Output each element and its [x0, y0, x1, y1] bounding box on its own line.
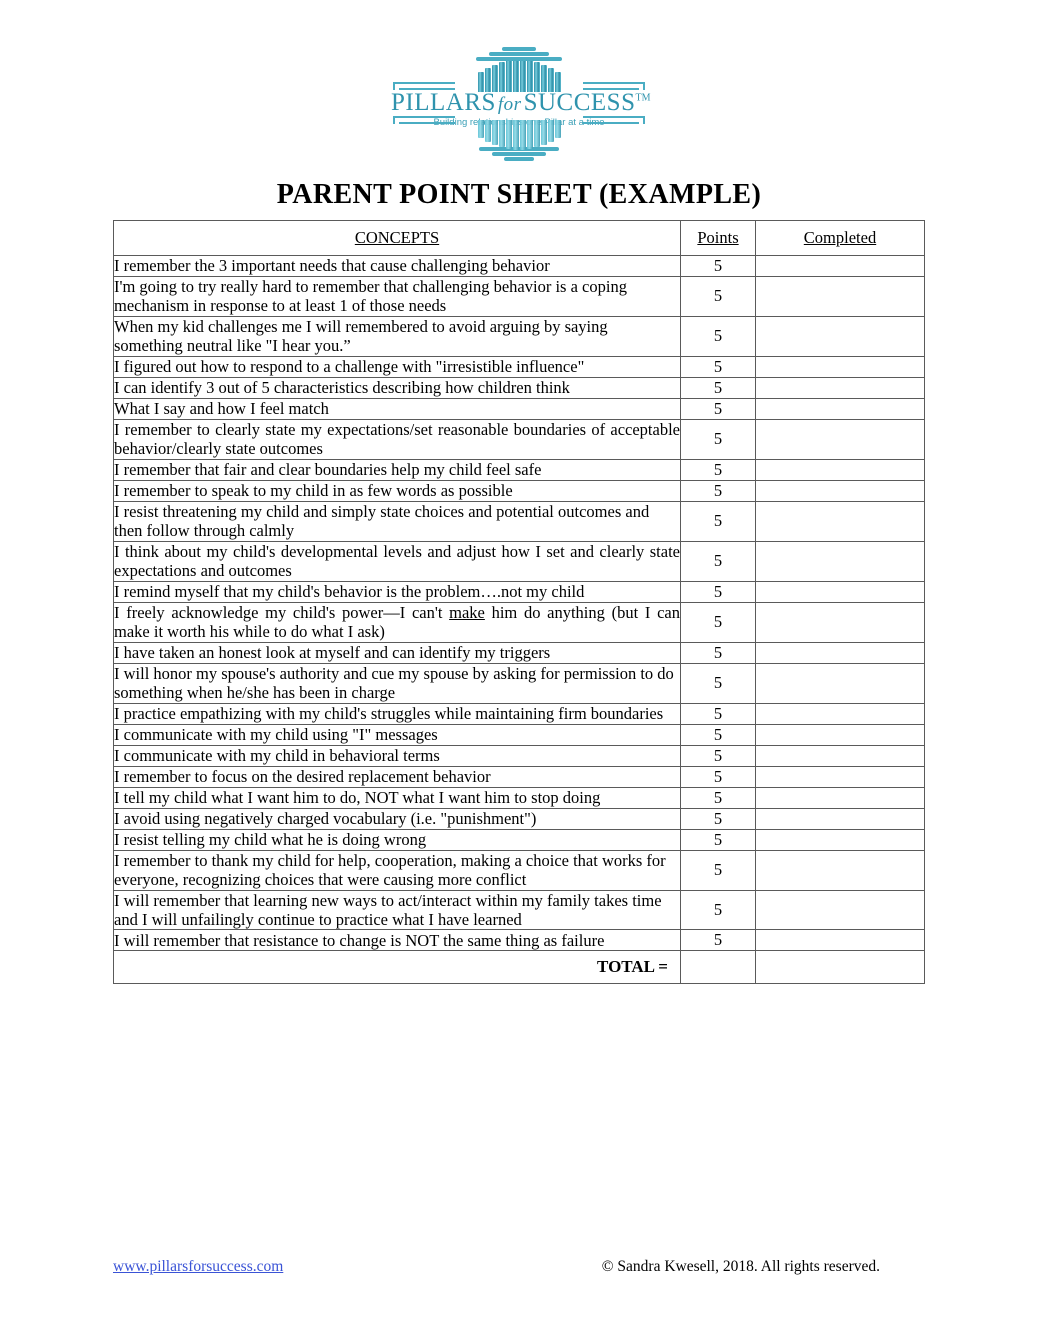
table-row [114, 724, 925, 745]
completed-checkbox-cell[interactable] [756, 930, 925, 951]
table-row [114, 850, 925, 890]
completed-checkbox-cell[interactable] [756, 663, 925, 703]
points-cell: 5 [681, 724, 756, 745]
logo-word-for: for [497, 94, 522, 115]
completed-checkbox-cell[interactable] [756, 602, 925, 642]
logo-wordmark [391, 89, 651, 117]
parent-point-sheet-table [113, 220, 925, 984]
completed-checkbox-cell[interactable] [756, 724, 925, 745]
points-cell: 5 [681, 541, 756, 581]
points-cell: 5 [681, 356, 756, 377]
points-cell: 5 [681, 766, 756, 787]
completed-checkbox-cell[interactable] [756, 377, 925, 398]
table-row [114, 766, 925, 787]
column-header-concepts: CONCEPTS [114, 221, 681, 256]
concept-cell: I will remember that learning new ways to act/interact within my family takes time and I will unfailingly continue to practice what I have learned [114, 890, 681, 930]
points-cell: 5 [681, 703, 756, 724]
logo-word-pillars: PILLARS [391, 89, 496, 116]
points-cell: 5 [681, 850, 756, 890]
concept-cell: I remember the 3 important needs that cause challenging behavior [114, 256, 681, 277]
points-cell: 5 [681, 745, 756, 766]
table-row [114, 501, 925, 541]
logo-tagline: at a [568, 117, 584, 128]
concept-cell: I remind myself that my child's behavior is the problem….not my child [114, 581, 681, 602]
total-completed-cell[interactable] [756, 951, 925, 984]
table-row [114, 745, 925, 766]
table-row [114, 829, 925, 850]
concept-cell: I resist telling my child what he is doing wrong [114, 829, 681, 850]
concept-cell: I figured out how to respond to a challenge with "irresistible influence" [114, 356, 681, 377]
website-link[interactable]: www.pillarsforsuccess.com [113, 1258, 284, 1275]
completed-checkbox-cell[interactable] [756, 581, 925, 602]
table-row [114, 459, 925, 480]
completed-checkbox-cell[interactable] [756, 501, 925, 541]
total-row [114, 951, 925, 984]
concept-cell: I'm going to try really hard to remember that challenging behavior is a coping mechanism in response to at least 1 of those needs [114, 277, 681, 317]
table-row [114, 808, 925, 829]
points-cell: 5 [681, 377, 756, 398]
total-points-cell[interactable] [681, 951, 756, 984]
table-row [114, 316, 925, 356]
table-row [114, 277, 925, 317]
concept-cell: I remember to thank my child for help, cooperation, making a choice that works for everyone, recognizing choices that were causing more conflict [114, 850, 681, 890]
table-row [114, 930, 925, 951]
completed-checkbox-cell[interactable] [756, 419, 925, 459]
concept-cell: I think about my child's developmental levels and adjust how I set and clearly state expectations and outcomes [114, 541, 680, 581]
table-header [114, 221, 925, 256]
concept-cell: When my kid challenges me I will remembered to avoid arguing by saying something neutral like "I hear you.” [114, 316, 681, 356]
column-header-points: Points [681, 221, 756, 256]
completed-checkbox-cell[interactable] [756, 277, 925, 317]
concept-cell: I freely acknowledge my child's power—I can't make him do anything (but I can make it worth his while to do what I ask) [114, 602, 680, 642]
page-title: PARENT POINT SHEET (EXAMPLE) [276, 179, 762, 210]
points-cell: 5 [681, 419, 756, 459]
logo-word-success: SUCCESS [523, 89, 636, 116]
table-row [114, 419, 925, 459]
points-cell: 5 [681, 808, 756, 829]
points-cell: 5 [681, 890, 756, 930]
table-row [114, 480, 925, 501]
table-row [114, 642, 925, 663]
table-row [114, 703, 925, 724]
concept-cell: I avoid using negatively charged vocabulary (i.e. "punishment") [114, 808, 681, 829]
concept-cell: I will remember that resistance to change is NOT the same thing as failure [114, 930, 681, 951]
completed-checkbox-cell[interactable] [756, 480, 925, 501]
points-cell: 5 [681, 459, 756, 480]
points-cell: 5 [681, 277, 756, 317]
concept-cell: I can identify 3 out of 5 characteristics describing how children think [114, 377, 681, 398]
points-cell: 5 [681, 398, 756, 419]
completed-checkbox-cell[interactable] [756, 256, 925, 277]
table-header-row [114, 221, 925, 256]
table-row [114, 602, 925, 642]
completed-checkbox-cell[interactable] [756, 890, 925, 930]
completed-checkbox-cell[interactable] [756, 745, 925, 766]
points-cell: 5 [681, 642, 756, 663]
table-row [114, 787, 925, 808]
concept-cell: I will honor my spouse's authority and cue my spouse by asking for permission to do something when he/she has been in charge [114, 663, 681, 703]
completed-checkbox-cell[interactable] [756, 703, 925, 724]
concept-cell: I practice empathizing with my child's struggles while maintaining firm boundaries [114, 703, 681, 724]
completed-checkbox-cell[interactable] [756, 829, 925, 850]
points-cell: 5 [681, 501, 756, 541]
column-header-completed: Completed [756, 221, 925, 256]
total-label: TOTAL = [114, 951, 681, 984]
concept-cell: I remember to focus on the desired replacement behavior [114, 766, 681, 787]
logo-block [0, 0, 1038, 162]
pillars-for-success-logo [391, 46, 651, 162]
concept-cell: I remember to speak to my child in as few words as possible [114, 480, 681, 501]
points-cell: 5 [681, 316, 756, 356]
page-footer [113, 1258, 924, 1276]
points-cell: 5 [681, 480, 756, 501]
concept-cell: I remember to clearly state my expectations/set reasonable boundaries of acceptable behavior/clearly state outcomes [114, 419, 680, 459]
completed-checkbox-cell[interactable] [756, 541, 925, 581]
pillar-columns-bottom-icon [457, 120, 581, 162]
points-table-container [113, 220, 924, 984]
table-row [114, 377, 925, 398]
completed-checkbox-cell[interactable] [756, 356, 925, 377]
table-row [114, 256, 925, 277]
completed-checkbox-cell[interactable] [756, 459, 925, 480]
concept-cell: I communicate with my child using "I" messages [114, 724, 681, 745]
points-cell: 5 [681, 581, 756, 602]
completed-checkbox-cell[interactable] [756, 808, 925, 829]
completed-checkbox-cell[interactable] [756, 766, 925, 787]
completed-checkbox-cell[interactable] [756, 316, 925, 356]
table-row [114, 890, 925, 930]
concept-cell: I resist threatening my child and simply state choices and potential outcomes and then follow through calmly [114, 501, 681, 541]
table-body [114, 256, 925, 984]
completed-checkbox-cell[interactable] [756, 850, 925, 890]
table-row [114, 356, 925, 377]
emphasized-word: make [449, 602, 485, 622]
concept-cell: I tell my child what I want him to do, NOT what I want him to stop doing [114, 787, 681, 808]
points-cell: 5 [681, 256, 756, 277]
completed-checkbox-cell[interactable] [756, 642, 925, 663]
concept-cell: What I say and how I feel match [114, 398, 681, 419]
completed-checkbox-cell[interactable] [756, 787, 925, 808]
completed-checkbox-cell[interactable] [756, 398, 925, 419]
concept-cell: I remember that fair and clear boundaries help my child feel safe [114, 459, 681, 480]
table-row [114, 398, 925, 419]
concept-cell: I communicate with my child in behavioral terms [114, 745, 681, 766]
points-cell: 5 [681, 930, 756, 951]
trademark-symbol: TM [635, 92, 651, 104]
table-row [114, 541, 925, 581]
concept-cell: I have taken an honest look at myself and can identify my triggers [114, 642, 681, 663]
points-cell: 5 [681, 829, 756, 850]
points-cell: 5 [681, 602, 756, 642]
points-cell: 5 [681, 663, 756, 703]
points-cell: 5 [681, 787, 756, 808]
table-row [114, 663, 925, 703]
table-row [114, 581, 925, 602]
copyright-notice: © Sandra Kwesell, 2018. All rights reserved. [601, 1258, 880, 1275]
